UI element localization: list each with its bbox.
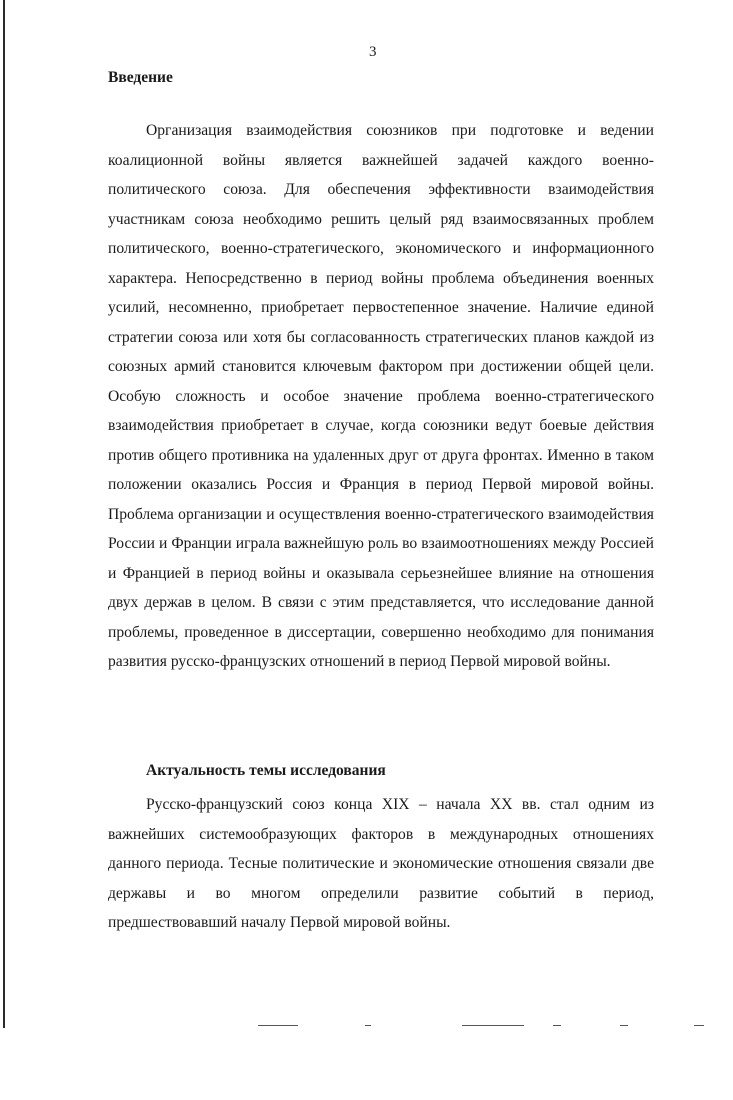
scan-artifact-line	[620, 1025, 628, 1026]
scan-artifact-line	[553, 1025, 561, 1026]
scan-artifact-line	[694, 1025, 704, 1026]
relevance-paragraph: Русско-французский союз конца XIX – начала XX вв. стал одним из важнейших системообразующих факторов в международных отношениях данного периода. Тесные политические и экономические отношения связали две державы и во многом определили развитие событий в период, предшествовавший началу Первой мировой войны.	[108, 796, 654, 931]
section-heading-introduction: Введение	[108, 69, 173, 86]
scan-artifact-line	[462, 1025, 524, 1026]
subheading-relevance: Актуальность темы исследования	[146, 762, 386, 779]
scan-artifact-line	[365, 1025, 371, 1026]
page-number: 3	[369, 44, 377, 60]
scan-artifact-line	[258, 1025, 298, 1026]
introduction-paragraph: Организация взаимодействия союзников при подготовке и ведении коалиционной войны является важнейшей задачей каждого военно-политического союза. Для обеспечения эффективности взаимодействия участникам союза необходимо решить целый ряд взаимосвязанных проблем политического, военно-стратегического, экономического и информационного характера. Непосредственно в период войны проблема объединения военных усилий, несомненно, приобретает первостепенное значение. Наличие единой стратегии союза или хотя бы согласованность стратегических планов каждой из союзных армий становится ключевым фактором при достижении общей цели. Особую сложность и особое значение проблема военно-стратегического взаимодействия приобретает в случае, когда союзники ведут боевые действия против общего противника на удаленных друг от друга фронтах. Именно в таком положении оказались Россия и Франция в период Первой мировой войны. Проблема организации и осуществления военно-стратегического взаимодействия России и Франции играла важнейшую роль во взаимоотношениях между Россией и Францией в период войны и оказывала серьезнейшее влияние на отношения двух держав в целом. В связи с этим представляется, что исследование данной проблемы, проведенное в диссертации, совершенно необходимо для понимания развития русско-французских отношений в период Первой мировой войны.	[108, 122, 654, 670]
scan-edge-line	[3, 0, 5, 1028]
